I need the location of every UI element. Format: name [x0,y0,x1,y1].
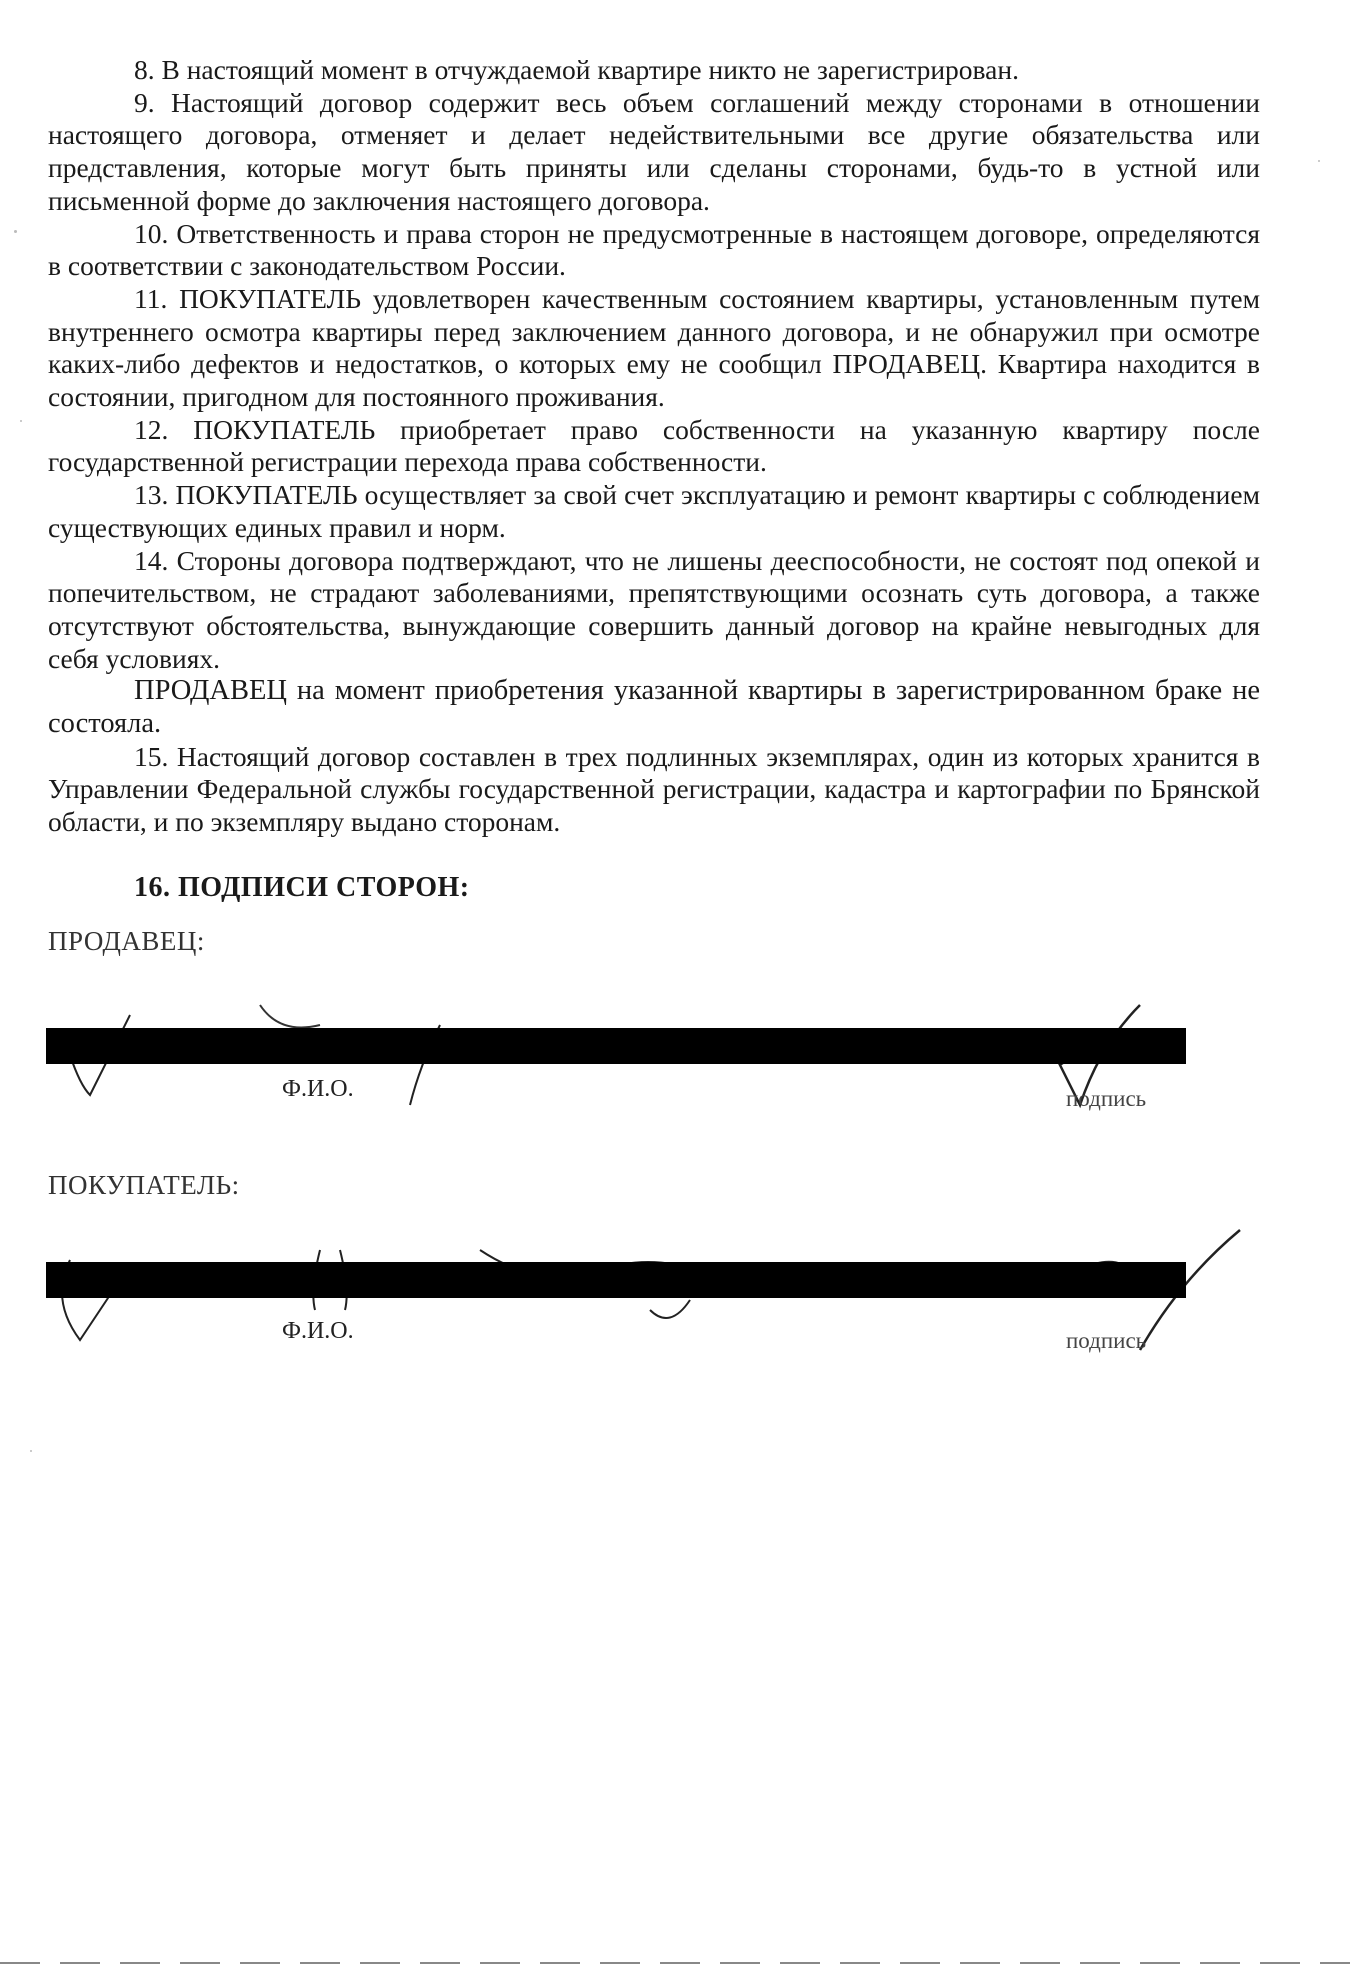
signatures-heading: 16. ПОДПИСИ СТОРОН: [134,872,470,903]
scan-speck [20,420,22,422]
scan-bottom-edge [0,1962,1350,1964]
scan-speck [14,230,17,233]
scan-speck [1318,160,1320,162]
contract-body [48,54,1260,839]
seller-name-redaction [46,1028,1186,1064]
clause-12: 12. ПОКУПАТЕЛЬ приобретает право собственности на указанную квартиру после государственной регистрации перехода права собственности. [48,413,1260,478]
seller-marital-note: ПРОДАВЕЦ на момент приобретения указанной квартиры в зарегистрированном браке не состояла. [48,675,1260,740]
scan-speck [30,1450,32,1452]
buyer-label: ПОКУПАТЕЛЬ: [48,1170,240,1200]
clause-11: 11. ПОКУПАТЕЛЬ удовлетворен качественным состоянием квартиры, установленным путем внутреннего осмотра квартиры перед заключением данного договора, и не обнаружил при осмотре каких-либо дефектов и недостатков, о которых ему не сообщил ПРОДАВЕЦ. Квартира находится в состоянии, пригодном для постоянного проживания. [48,282,1260,413]
buyer-name-redaction [46,1262,1186,1298]
seller-label: ПРОДАВЕЦ: [48,926,205,956]
clause-10: 10. Ответственность и права сторон не предусмотренные в настоящем договоре, определяются в соответствии с законодательством России. [48,217,1260,282]
seller-signature-label: подпись [1066,1086,1147,1111]
clause-9: 9. Настоящий договор содержит весь объем соглашений между сторонами в отношении настоящего договора, отменяет и делает недействительными все другие обязательства или представления, которые могут быть приняты или сделаны сторонами, будь-то в устной или письменной форме до заключения настоящего договора. [48,86,1260,216]
clause-8: 8. В настоящий момент в отчуждаемой квартире никто не зарегистрирован. [134,54,1019,85]
buyer-fio-label: Ф.И.О. [282,1318,354,1344]
seller-fio-label: Ф.И.О. [282,1076,354,1102]
clause-15: 15. Настоящий договор составлен в трех подлинных экземплярах, один из которых хранится в Управлении Федеральной службы государственной регистрации, кадастра и картографии по Брянской области, и по экземпляру выдано сторонам. [48,740,1260,838]
clause-14: 14. Стороны договора подтверждают, что не лишены дееспособности, не состоят под опекой и попечительством, не страдают заболеваниями, препятствующими осознать суть договора, а также отсутствуют обстоятельства, вынуждающие совершить данный договор на крайне невыгодных для себя условиях. [48,544,1260,674]
buyer-signature-label: подпись [1066,1328,1147,1353]
clause-13: 13. ПОКУПАТЕЛЬ осуществляет за свой счет эксплуатацию и ремонт квартиры с соблюдением существующих единых правил и норм. [48,479,1260,543]
